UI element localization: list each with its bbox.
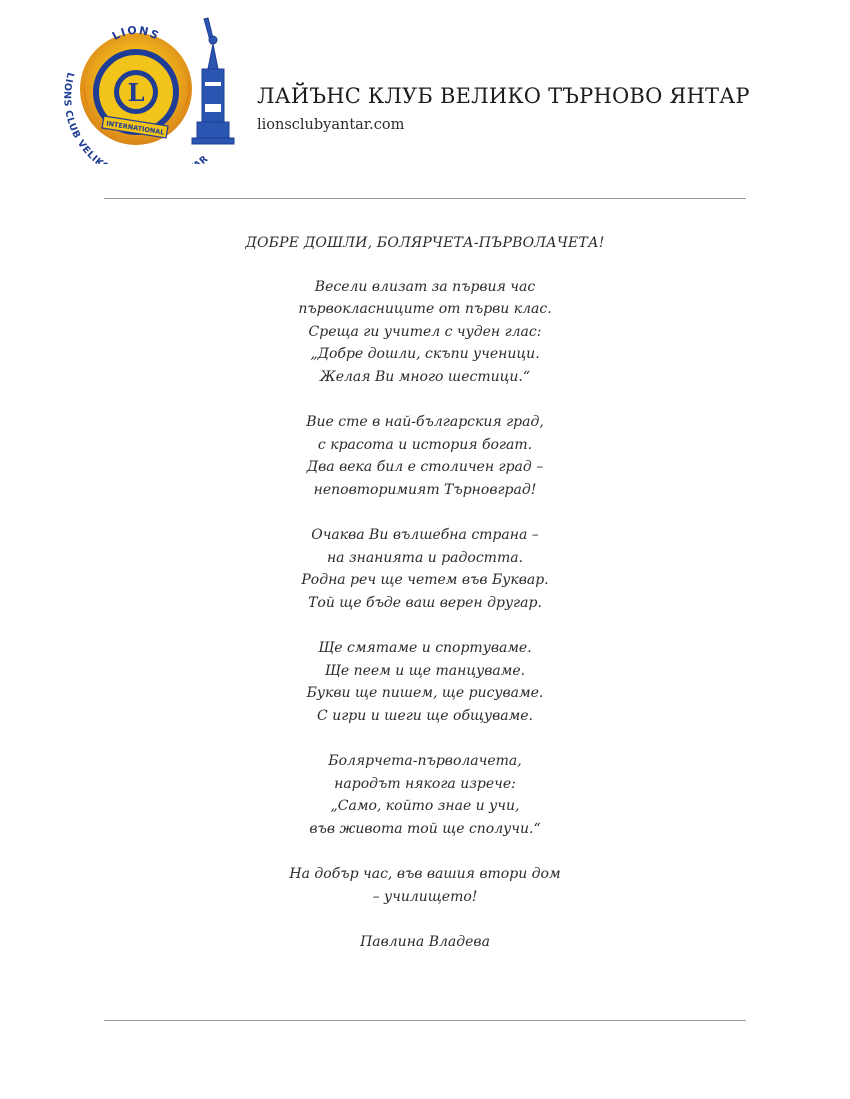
stanza bbox=[104, 276, 746, 389]
poem-line: Букви ще пишем, ще рисуваме. bbox=[306, 685, 544, 701]
stanza bbox=[104, 524, 746, 614]
lions-emblem-icon bbox=[62, 14, 242, 164]
stanza bbox=[104, 411, 746, 501]
svg-text:LIONS CLUB VELIKO TARNOVO YANT: LIONS CLUB VELIK R bbox=[62, 71, 211, 164]
poem-line: – училището! bbox=[372, 888, 478, 905]
poem-line: „Само, който знае и учи, bbox=[330, 798, 520, 814]
organization-url[interactable]: lionsclubyantar.com bbox=[257, 117, 405, 133]
poem-line: Ще смятаме и спортуваме. bbox=[318, 640, 532, 656]
stanza bbox=[104, 637, 746, 727]
stanza bbox=[104, 863, 746, 908]
poem-line: Ще пеем и ще танцуваме. bbox=[324, 662, 526, 679]
poem-line: във живота той ще сполучи.“ bbox=[309, 820, 541, 837]
poem-line: неповторимият Търновград! bbox=[313, 481, 537, 498]
poem-line: Среща ги учител с чуден глас: bbox=[308, 323, 542, 340]
svg-text:INTERNATIONAL: INTERNATIONAL bbox=[105, 119, 165, 137]
poem-line: Весели влизат за първия час bbox=[314, 278, 536, 295]
lions-club-logo bbox=[62, 14, 242, 164]
poem-line: на знанията и радостта. bbox=[326, 549, 524, 566]
poem-line: Два века бил е столичен град – bbox=[306, 459, 544, 475]
poem-line: С игри и шеги ще общуваме. bbox=[317, 707, 533, 724]
poem bbox=[104, 232, 746, 954]
organization-title: ЛАЙЪНС КЛУБ ВЕЛИКО ТЪРНОВО ЯНТАР bbox=[257, 84, 750, 108]
poem-line: Болярчета-първолачета, bbox=[328, 753, 522, 769]
poem-line: с красота и история богат. bbox=[317, 436, 533, 453]
poem-line: „Добре дошли, скъпи ученици. bbox=[310, 346, 540, 362]
bottom-divider bbox=[104, 1020, 746, 1021]
top-divider bbox=[104, 198, 746, 199]
poem-line: На добър час, във вашия втори дом bbox=[289, 866, 561, 882]
poem-line: първокласниците от първи клас. bbox=[298, 301, 552, 317]
poem-line: Родна реч ще четем във Буквар. bbox=[301, 572, 549, 588]
poem-line: Той ще бъде ваш верен другар. bbox=[308, 594, 542, 611]
svg-text:L: L bbox=[127, 78, 145, 107]
stanza bbox=[104, 750, 746, 840]
poem-line: Желая Ви много шестици.“ bbox=[319, 368, 531, 385]
poem-line: Вие сте в най-българския град, bbox=[306, 414, 544, 430]
poem-title: ДОБРЕ ДОШЛИ, БОЛЯРЧЕТА-ПЪРВОЛАЧЕТА! bbox=[245, 235, 605, 251]
svg-text:LIONS: LIONS bbox=[109, 23, 162, 43]
poem-line: народът някога изрече: bbox=[334, 775, 516, 792]
poem-line: Очаква Ви вълшебна страна – bbox=[311, 527, 539, 543]
poem-author: Павлина Владева bbox=[360, 934, 490, 950]
